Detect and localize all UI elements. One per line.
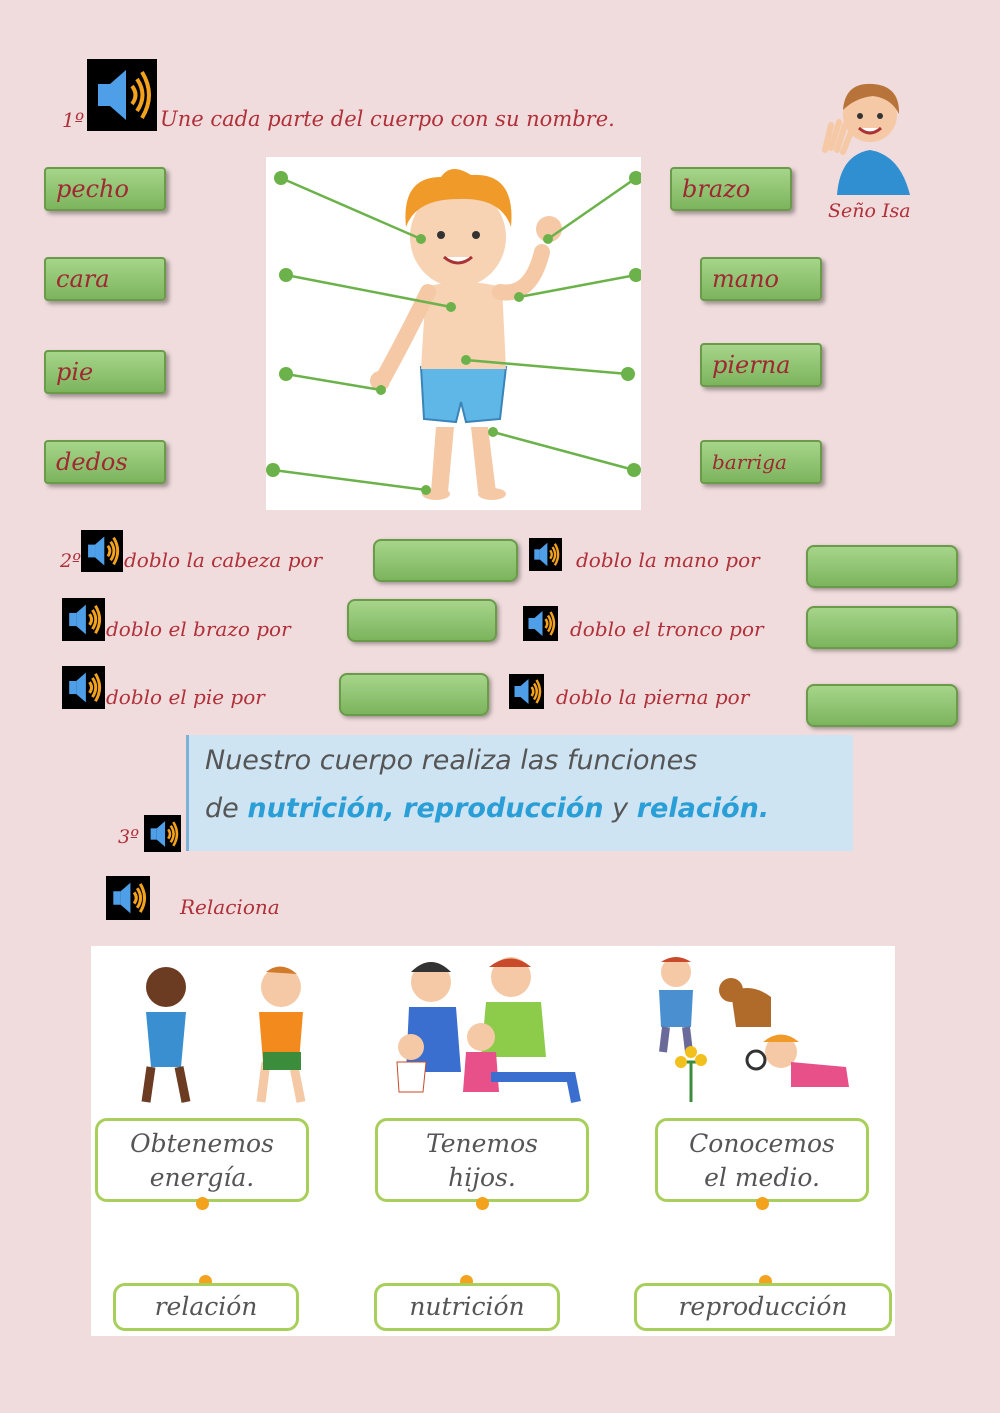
label-chip-brazo[interactable]: brazo [670, 167, 792, 211]
speaker-icon[interactable] [62, 598, 105, 641]
connector-dot[interactable] [756, 1197, 769, 1210]
function-box-line2: hijos. [448, 1163, 516, 1192]
speaker-icon[interactable] [144, 815, 181, 852]
answer-slot-mano[interactable] [806, 545, 958, 588]
function-box-line1: Tenemos [425, 1129, 538, 1158]
children-eating-illustration [101, 952, 351, 1112]
info-box [186, 735, 853, 851]
function-label-nutricion: nutrición [374, 1283, 560, 1331]
exercise3-number: 3º [118, 826, 140, 848]
teacher-avatar [815, 70, 925, 200]
q2-text-pierna: doblo la pierna por [556, 685, 750, 709]
keyword-reproduccion: reproducción [403, 793, 604, 824]
answer-slot-tronco[interactable] [806, 606, 958, 649]
info-conjunction: y [603, 793, 637, 824]
info-line-2 [205, 793, 769, 824]
q2-text-mano: doblo la mano por [576, 548, 760, 572]
children-exploring-illustration [631, 952, 881, 1112]
speaker-icon[interactable] [529, 538, 562, 571]
answer-slot-pierna[interactable] [806, 684, 958, 727]
relaciona-panel [91, 946, 895, 1336]
speaker-icon[interactable] [62, 666, 105, 709]
exercise1-instruction: Une cada parte del cuerpo con su nombre. [160, 107, 615, 131]
family-illustration [371, 952, 601, 1112]
answer-slot-brazo[interactable] [347, 599, 497, 642]
label-chip-pecho[interactable]: pecho [44, 167, 166, 211]
keyword-relacion: relación. [636, 793, 770, 824]
function-box-line2: el medio. [704, 1163, 820, 1192]
connector-dot[interactable] [476, 1197, 489, 1210]
q2-text-cabeza: doblo la cabeza por [124, 548, 323, 572]
label-chip-pie[interactable]: pie [44, 350, 166, 394]
label-chip-pierna[interactable]: pierna [700, 343, 822, 387]
exercise2-number: 2º [60, 550, 82, 572]
info-line-1: Nuestro cuerpo realiza las funciones [205, 745, 698, 776]
function-box-obtenemos-energia [95, 1118, 309, 1202]
speaker-icon[interactable] [509, 674, 544, 709]
relaciona-label: Relaciona [180, 895, 280, 919]
speaker-icon[interactable] [523, 606, 558, 641]
label-chip-barriga[interactable]: barriga [700, 440, 822, 484]
boy-body-illustration [266, 157, 641, 510]
label-chip-mano[interactable]: mano [700, 257, 822, 301]
function-box-tenemos-hijos [375, 1118, 589, 1202]
connector-dot[interactable] [196, 1197, 209, 1210]
speaker-icon[interactable] [87, 59, 157, 131]
function-box-line2: energía. [149, 1163, 255, 1192]
q2-text-tronco: doblo el tronco por [570, 617, 764, 641]
keyword-nutricion: nutrición, [247, 793, 395, 824]
label-chip-dedos[interactable]: dedos [44, 440, 166, 484]
exercise1-number: 1º [62, 108, 85, 132]
speaker-icon[interactable] [106, 876, 150, 920]
speaker-icon[interactable] [81, 530, 123, 572]
answer-slot-pie[interactable] [339, 673, 489, 716]
info-prefix: de [205, 793, 248, 824]
answer-slot-cabeza[interactable] [373, 539, 518, 582]
q2-text-brazo: doblo el brazo por [106, 617, 291, 641]
function-box-conocemos-el-medio [655, 1118, 869, 1202]
function-label-reproduccion: reproducción [634, 1283, 892, 1331]
q2-text-pie: doblo el pie por [106, 685, 265, 709]
label-chip-cara[interactable]: cara [44, 257, 166, 301]
teacher-caption: Seño Isa [828, 200, 911, 222]
function-box-line1: Obtenemos [130, 1129, 274, 1158]
function-box-line1: Conocemos [689, 1129, 835, 1158]
function-label-relacion: relación [113, 1283, 299, 1331]
